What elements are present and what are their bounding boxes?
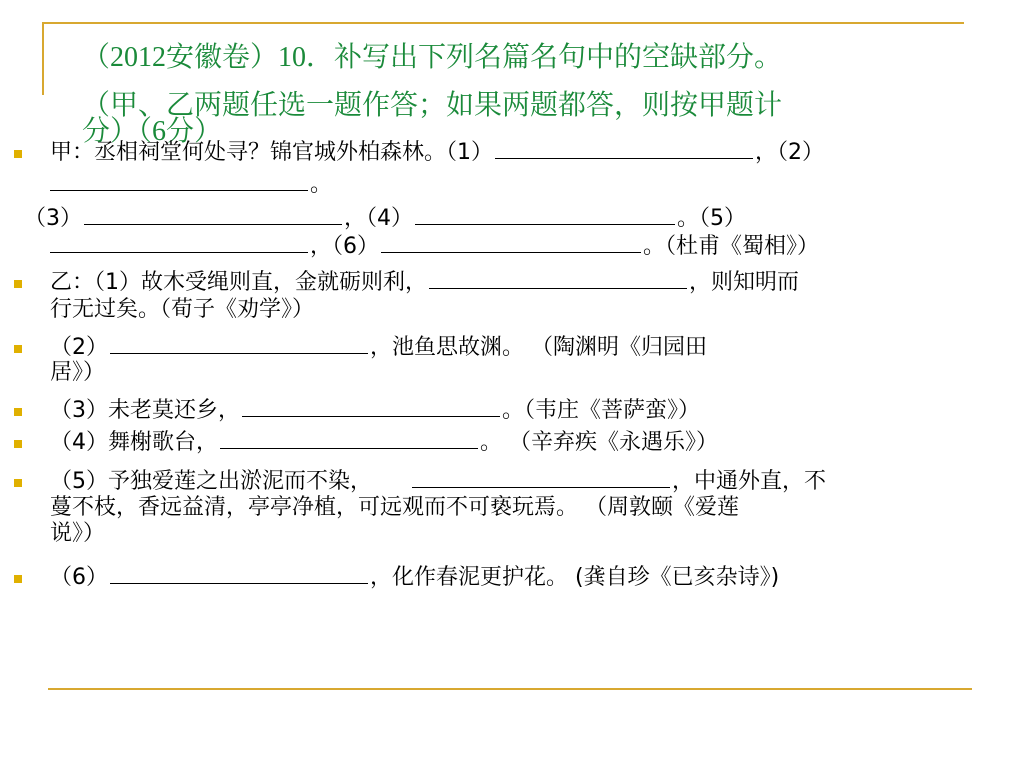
bullet-square-icon [14, 280, 22, 288]
blank-1 [495, 138, 753, 159]
item-q4-line [50, 428, 718, 457]
text: 。（5） [677, 206, 746, 231]
bullet-square-icon [14, 440, 22, 448]
text: 。（韦庄《菩萨蛮》） [502, 398, 701, 423]
text: 。 （辛弃疾《永遇乐》） [480, 430, 718, 455]
item-jia-line-4 [50, 232, 819, 261]
text: （2） [50, 335, 108, 360]
blank-5 [50, 232, 308, 253]
item-jia-line-3 [24, 204, 746, 233]
text: （4）舞榭歌台， [50, 430, 218, 455]
bullet-square-icon [14, 479, 22, 487]
blank-q5 [412, 467, 670, 488]
title-line-2: （甲、乙两题任选一题作答；如果两题都答，则按甲题计 [82, 90, 783, 121]
blank-q4 [220, 428, 478, 449]
bullet-square-icon [14, 150, 22, 158]
blank-q3 [242, 396, 500, 417]
text: 乙：（1）故木受绳则直，金就砺则利， [50, 270, 427, 295]
item-jia-line-2 [50, 170, 332, 199]
text: 甲：丞相祠堂何处寻？锦官城外柏森林。（1） [50, 140, 493, 165]
text: ，（6） [310, 234, 379, 259]
item-q5-line-2: 蔓不枝，香远益清，亭亭净植，可远观而不可亵玩焉。 （周敦颐《爱莲 [50, 495, 739, 520]
text: （3） [24, 206, 82, 231]
bottom-rule [48, 688, 972, 690]
item-q6-line [50, 563, 779, 592]
text: （3）未老莫还乡， [50, 398, 240, 423]
bullet-square-icon [14, 345, 22, 353]
item-jia-line-1 [50, 138, 824, 167]
item-q5-line-3: 说》） [50, 521, 106, 546]
item-yi-line-1 [50, 268, 799, 297]
blank-4 [415, 204, 675, 225]
blank-6 [381, 232, 641, 253]
blank-yi-1 [429, 268, 687, 289]
text: ，（2） [755, 140, 824, 165]
blank-3 [84, 204, 342, 225]
text: 。 [310, 172, 333, 197]
text: ，化作春泥更护花。 (龚自珍《已亥杂诗》) [370, 565, 780, 590]
bullet-square-icon [14, 575, 22, 583]
blank-q2 [110, 333, 368, 354]
bullet-square-icon [14, 408, 22, 416]
text: 。（杜甫《蜀相》） [643, 234, 820, 259]
item-q2-line-2: 居》） [50, 360, 106, 385]
item-q5-line-1 [50, 467, 826, 496]
text: ，中通外直，不 [672, 469, 827, 494]
text: ，则知明而 [689, 270, 800, 295]
blank-q6 [110, 563, 368, 584]
text: ，（4） [344, 206, 413, 231]
blank-2 [50, 170, 308, 191]
title-line-1: （2012安徽卷）10．补写出下列名篇名句中的空缺部分。 [82, 42, 783, 73]
text: ，池鱼思故渊。 （陶渊明《归园田 [370, 335, 707, 360]
item-yi-line-2: 行无过矣。（荀子《劝学》） [50, 297, 315, 322]
item-q3-line [50, 396, 700, 425]
title-line-3: 分）（6分） [82, 116, 223, 147]
text: （6） [50, 565, 108, 590]
item-q2-line-1 [50, 333, 707, 362]
text: （5）予独爱莲之出淤泥而不染， [50, 469, 372, 494]
